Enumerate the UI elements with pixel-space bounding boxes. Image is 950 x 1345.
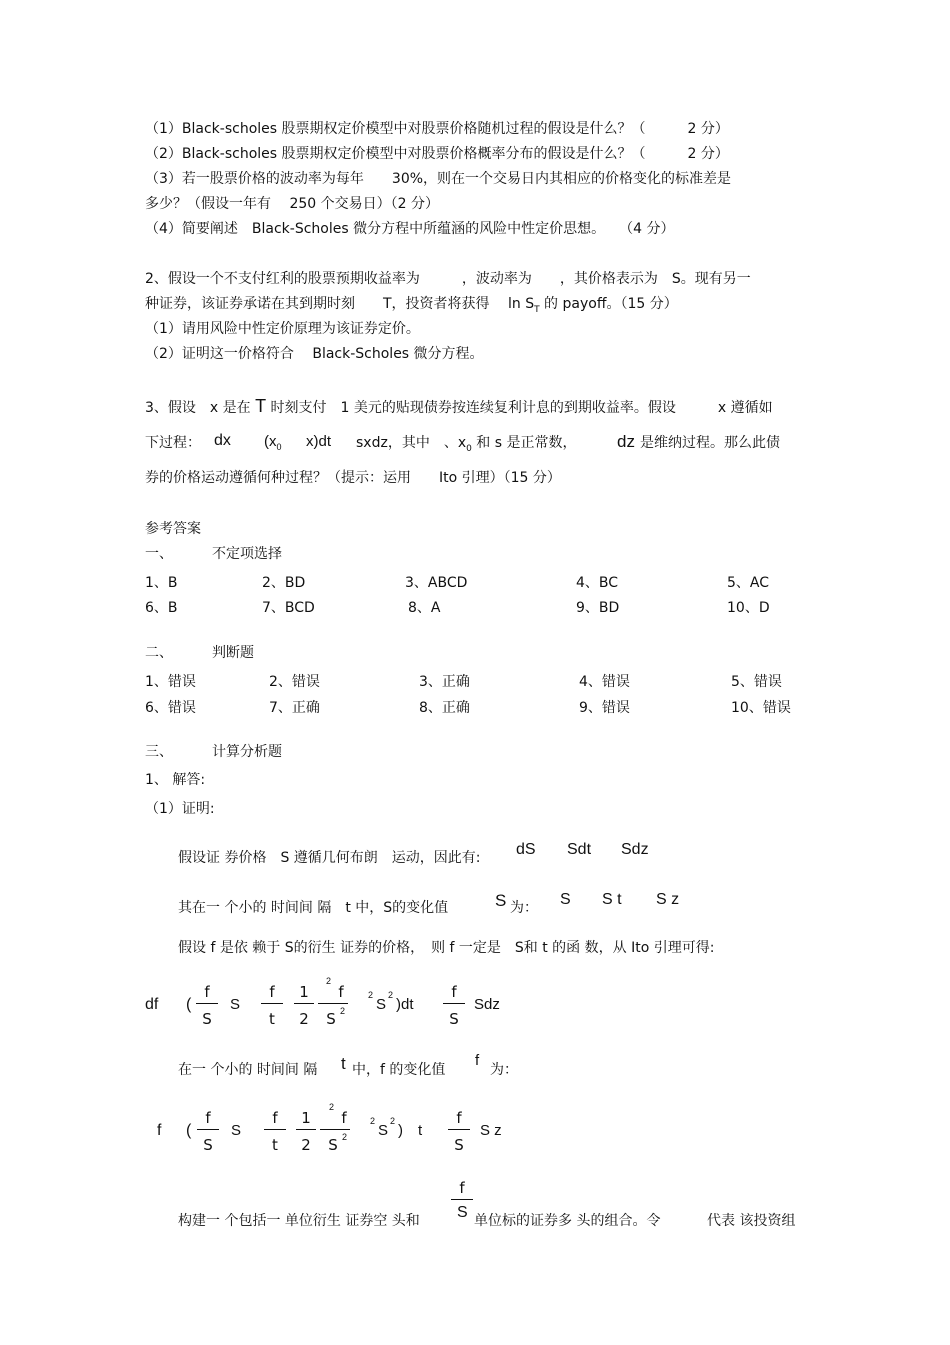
ito2-sigma-sq: 2: [370, 1116, 376, 1126]
mc-answer: 3、ABCD: [405, 575, 468, 591]
q3-dz: dz: [617, 432, 635, 451]
q2-line-2: [145, 295, 678, 319]
ito1-Sdz: Sdz: [474, 996, 500, 1013]
mc-answer: 1、B: [145, 575, 178, 591]
q3-sxdz: [356, 434, 577, 458]
q2-item-1: （1）请用风险中性定价原理为该证券定价。: [145, 321, 420, 337]
ito2-f4-den-sup: 2: [342, 1132, 348, 1142]
q3-line-2-tail: 是维纳过程。那么此债: [640, 435, 780, 451]
eq-Sdz: Sdz: [621, 841, 649, 858]
eq2-S: S: [560, 891, 571, 908]
ito2-f4-bar: [320, 1129, 350, 1130]
ito2-f1-den: S: [203, 1136, 213, 1154]
ito2-f5-bar: [448, 1129, 470, 1130]
interval-change-wei: 为：: [510, 900, 538, 916]
tf-answer: 3、正确: [419, 674, 470, 690]
q3-x0: [264, 433, 282, 452]
section-1-title: 不定项选择: [212, 546, 282, 562]
q3-line-1: [145, 397, 773, 417]
gbm-assumption: 假设证 券价格 S 遵循几何布朗 运动，因此有:: [178, 850, 481, 866]
portfolio-frac-den: S: [457, 1204, 468, 1221]
ito1-f3-num: 1: [299, 983, 309, 1001]
ito1-f4-sup: 2: [326, 976, 332, 986]
q2-item-2: （2）证明这一价格符合 Black-Scholes 微分方程。: [145, 346, 484, 362]
ito1-f2-den: t: [269, 1010, 275, 1028]
tf-answer: 6、错误: [145, 700, 196, 716]
ito2-S: S: [231, 1122, 242, 1139]
q1-item-4: （4）简要阐述 Black-Scholes 微分方程中所蕴涵的风险中性定价思想。 （4 分）: [145, 221, 675, 237]
mc-answer: 7、BCD: [262, 600, 315, 616]
portfolio-text-b: 单位标的证券多 头的组合。令: [474, 1213, 661, 1229]
section-3-title: 计算分析题: [212, 744, 282, 760]
ito1-f5-num: f: [451, 983, 457, 1001]
ito2-f1-bar: [197, 1129, 219, 1130]
ito1-paren: (: [186, 996, 192, 1013]
portfolio-text-c: 代表 该投资组: [707, 1213, 796, 1229]
q3-sxdz-text: sxdz，其中 、x: [356, 435, 467, 451]
ito1-S2-sup: 2: [388, 990, 394, 1000]
q2-line-1: 2、假设一个不支付红利的股票预期收益率为 ，波动率为 ，其价格表示为 S。现有另一: [145, 271, 751, 287]
q3-line-1-a: 3、假设 x 是在: [145, 400, 256, 416]
ito2-f4-num: f: [341, 1109, 347, 1127]
tf-answer: 9、错误: [579, 700, 630, 716]
ito1-f1-bar: [196, 1003, 218, 1004]
ito2-t: t: [418, 1122, 423, 1139]
q3-line-1-b: 时刻支付 1 美元的贴现债券按连续复利计息的到期收益率。假设 x 遵循如: [266, 400, 773, 416]
ito2-Sz: S z: [480, 1122, 502, 1139]
ito2-f2-den: t: [272, 1136, 278, 1154]
tf-answer: 8、正确: [419, 700, 470, 716]
q3-x0-sub-2: 0: [466, 443, 472, 454]
eq2-St: S t: [602, 891, 622, 908]
section-1-num: 一、: [145, 546, 173, 562]
ito2-f: f: [157, 1122, 162, 1139]
f-interval-text-c: 为：: [490, 1062, 518, 1078]
tf-answer: 4、错误: [579, 674, 630, 690]
section-2-num: 二、: [145, 645, 173, 661]
tf-answer: 7、正确: [269, 700, 320, 716]
portfolio-frac-bar: [451, 1199, 473, 1200]
q3-T: T: [255, 396, 267, 416]
ito2-f4-sup: 2: [329, 1102, 335, 1112]
mc-answer: 9、BD: [576, 600, 620, 616]
ito2-f2-bar: [264, 1129, 286, 1130]
q1-item-2: （2）Black-scholes 股票期权定价模型中对股票价格概率分布的假设是什么？（ 2 分）: [145, 146, 729, 162]
q2-line-2-tail: 的 payoff。（15 分）: [539, 296, 678, 312]
mc-answer: 2、BD: [262, 575, 306, 591]
eq2-Sz: S z: [656, 891, 680, 908]
ito1-f2-bar: [261, 1003, 283, 1004]
ito1-f4-den: S: [326, 1010, 336, 1028]
ito2-S2-sup: 2: [390, 1116, 396, 1126]
q1-item-1: （1）Black-scholes 股票期权定价模型中对股票价格随机过程的假设是什么？（ 2 分）: [145, 121, 729, 137]
ito1-f5-bar: [443, 1003, 465, 1004]
ito1-dt: )dt: [396, 996, 414, 1013]
f-interval-text: 在一 个小的 时间间 隔: [178, 1062, 318, 1078]
proof-heading: （1）证明:: [145, 801, 215, 817]
ito1-f3-bar: [294, 1003, 314, 1004]
ito2-paren: (: [186, 1122, 192, 1139]
q3-sxdz-tail: 和 s 是正常数，: [471, 435, 577, 451]
mc-answer: 6、B: [145, 600, 178, 616]
section-2-title: 判断题: [212, 645, 254, 661]
q2-subscript-T: T: [534, 304, 540, 315]
ito2-f2-num: f: [272, 1109, 278, 1127]
ito2-close: ): [398, 1122, 403, 1139]
ito2-f3-bar: [296, 1129, 316, 1130]
tf-answer: 1、错误: [145, 674, 196, 690]
section-3-num: 三、: [145, 744, 173, 760]
ito1-f4-den-sup: 2: [340, 1006, 346, 1016]
portfolio-frac-num: f: [459, 1179, 465, 1197]
q2-line-2-text: 种证券，该证券承诺在其到期时刻 T，投资者将获得 ln S: [145, 296, 535, 312]
q3-dx: dx: [214, 432, 231, 449]
f-interval-t: t: [341, 1054, 346, 1073]
ito1-f3-den: 2: [299, 1010, 309, 1028]
ito1-f5-den: S: [449, 1010, 459, 1028]
q1-item-3: （3）若一股票价格的波动率为每年 30%，则在一个交易日内其相应的价格变化的标准差是: [145, 171, 732, 187]
q3-line-2-label: 下过程：: [145, 435, 201, 451]
delta-S: S: [495, 891, 507, 910]
ito2-S2: S: [378, 1122, 389, 1139]
solution-heading: 1、 解答:: [145, 772, 206, 788]
q3-x0-sub: 0: [276, 442, 282, 452]
eq-dS: dS: [516, 841, 536, 858]
f-interval-text-b: 中，f 的变化值: [352, 1062, 446, 1078]
mc-answer: 8、A: [408, 600, 441, 616]
portfolio-text-a: 构建一 个包括一 单位衍生 证券空 头和: [178, 1213, 420, 1229]
tf-answer: 10、错误: [731, 700, 791, 716]
ito2-f3-num: 1: [301, 1109, 311, 1127]
ito1-df: df: [145, 996, 159, 1013]
ito2-f3-den: 2: [301, 1136, 311, 1154]
tf-answer: 2、错误: [269, 674, 320, 690]
q3-xdt: x)dt: [306, 433, 332, 450]
ito1-S2: S: [376, 996, 387, 1013]
q3-line-3: 券的价格运动遵循何种过程？（提示：运用 Ito 引理）（15 分）: [145, 470, 561, 486]
ito1-sigma-sq: 2: [368, 990, 374, 1000]
ito2-f5-num: f: [456, 1109, 462, 1127]
answers-title: 参考答案: [145, 521, 201, 537]
q1-item-3-cont: 多少？（假设一年有 250 个交易日）（2 分）: [145, 196, 439, 212]
ito2-f1-num: f: [205, 1109, 211, 1127]
ito2-f5-den: S: [454, 1136, 464, 1154]
ito1-f1-den: S: [202, 1010, 212, 1028]
ito-intro: 假设 f 是依 赖于 S的衍生 证券的价格， 则 f 一定是 S和 t 的函 数，从 Ito 引理可得:: [178, 940, 715, 956]
eq-Sdt: Sdt: [567, 841, 592, 858]
ito1-f4-bar: [318, 1003, 348, 1004]
interval-change-text: 其在一 个小的 时间间 隔 t 中，S的变化值: [178, 900, 449, 916]
ito1-f4-num: f: [338, 983, 344, 1001]
ito1-f1-num: f: [204, 983, 210, 1001]
mc-answer: 10、D: [727, 600, 770, 616]
mc-answer: 4、BC: [576, 575, 619, 591]
tf-answer: 5、错误: [731, 674, 782, 690]
ito1-f2-num: f: [269, 983, 275, 1001]
mc-answer: 5、AC: [727, 575, 770, 591]
f-interval-f: f: [475, 1052, 480, 1069]
ito2-f4-den: S: [328, 1136, 338, 1154]
q3-x0-x: (x: [264, 433, 277, 450]
ito1-S: S: [230, 996, 241, 1013]
